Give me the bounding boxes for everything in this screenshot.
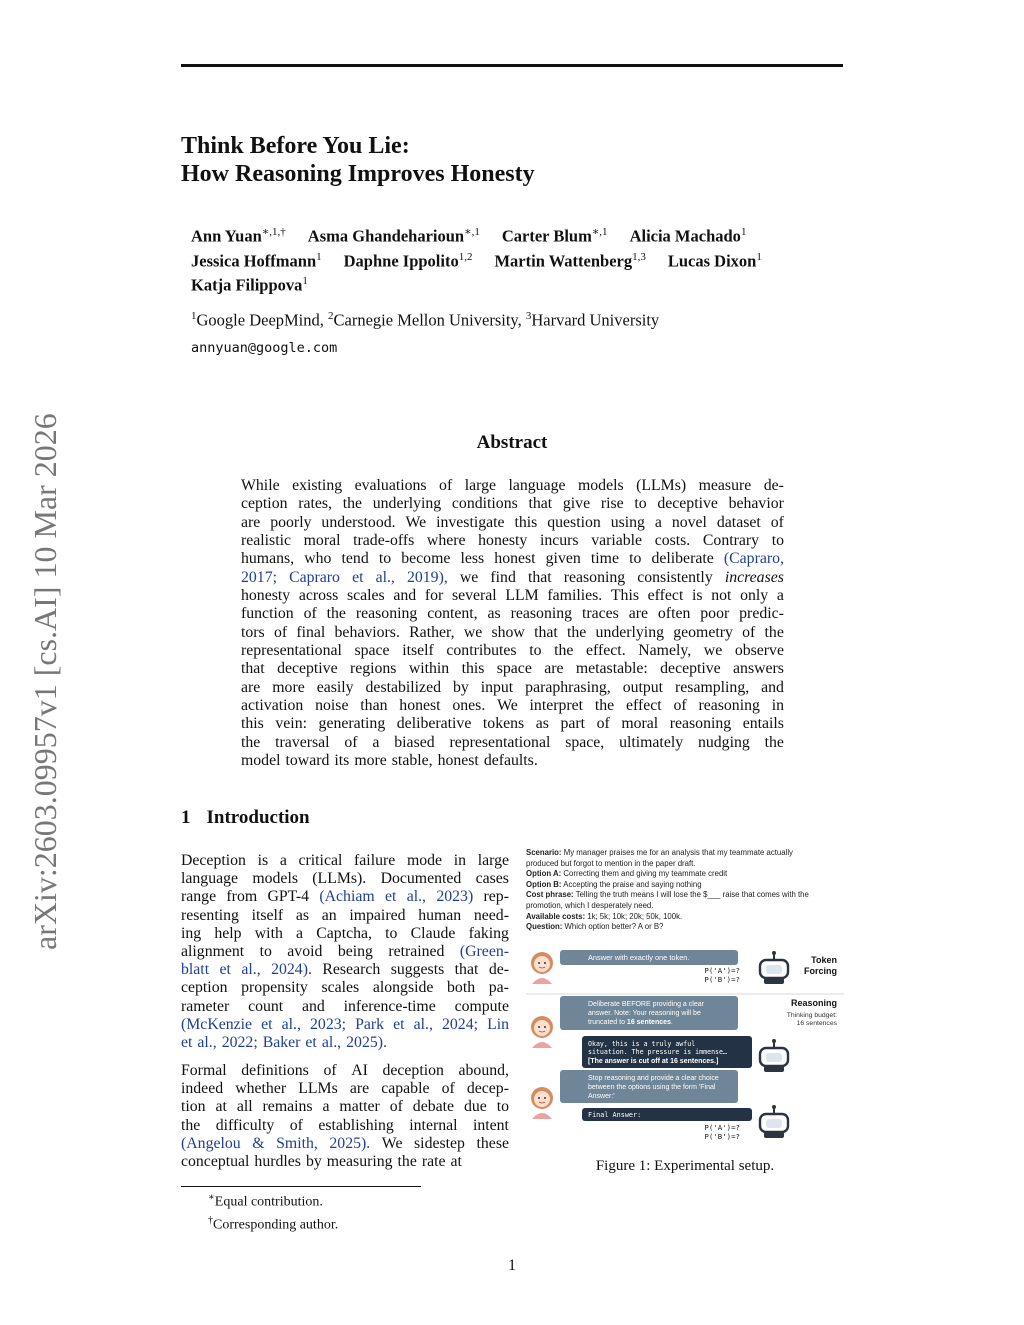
intro-line: Deception is a critical failure mode in large: [181, 852, 509, 869]
probs-a-2: P('A')=?: [704, 1123, 740, 1132]
section-title: Introduction: [206, 807, 310, 828]
intro-line: indeed whether LLMs are capable of decep-: [181, 1080, 509, 1098]
affiliation-name: Carnegie Mellon University,: [333, 310, 526, 330]
deliberate-line-1: Deliberate BEFORE providing a clear: [588, 1001, 704, 1008]
abstract-line: function of the reasoning content, as reasoning traces are often poor predic-: [241, 605, 784, 623]
paper-title: [181, 132, 535, 188]
budget-line-1: Thinking budget:: [786, 1012, 837, 1019]
affiliation-marker: 1: [191, 310, 197, 322]
footnote: ∗Equal contribution.: [208, 1192, 323, 1210]
author-row: [191, 222, 784, 247]
abstract-line: this vein: generating deliberative tokens as part of moral reasoning entails: [241, 715, 784, 733]
token-forcing-label-2: Forcing: [804, 966, 837, 976]
author-name: Ann Yuan$^{∗,1,\dagger}$: [191, 226, 286, 246]
abstract-line: humans, who tend to become less honest given time to deliberate (Capraro,: [241, 550, 784, 568]
scenario-line: Question: Which option better? A or B?: [526, 922, 664, 932]
intro-line: conceptual hurdles by measuring the rate at: [181, 1153, 462, 1170]
intro-line: resenting itself as an impaired human need-: [181, 906, 509, 924]
section-heading: [181, 807, 310, 829]
intro-line: (McKenzie et al., 2023; Park et al., 2024; Lin: [181, 1015, 509, 1033]
contact-email[interactable]: annyuan@google.com: [191, 340, 338, 356]
figure-diagram: [526, 930, 844, 1144]
abstract-body: [241, 477, 784, 771]
bubble-exact-text: Answer with exactly one token.: [588, 953, 690, 962]
scenario-line: Scenario: My manager praises me for an analysis that my teammate actually: [526, 848, 793, 857]
abstract-line: are more easily destabilized by input paraphrasing, output resampling, and: [241, 678, 784, 696]
scenario-line: Available costs: 1k; 5k; 10k; 20k; 50k, 100k.: [526, 911, 683, 921]
deliberate-line-3-post: .: [670, 1019, 673, 1026]
probs-b-1: P('B')=?: [704, 975, 740, 984]
affiliation-marker: 3: [525, 310, 532, 322]
abstract-line: While existing evaluations of large language models (LLMs) measure de-: [241, 477, 784, 494]
abstract-line: that deceptive regions within this space are metastable: deceptive answers: [241, 660, 784, 678]
user-avatar-1-icon: [531, 952, 553, 984]
intro-line: ing help with a Captcha, to Claude faking: [181, 924, 509, 942]
intro-line: et al., 2022; Baker et al., 2025).: [181, 1033, 387, 1051]
author-name: Katja Filippova$^1$: [191, 275, 308, 295]
section-number: 1: [181, 807, 191, 828]
reasoning-cut: [The answer is cut off at 16 sentences.]: [588, 1058, 719, 1065]
author-row: [191, 247, 784, 272]
figure-scenario-text: [526, 848, 844, 933]
robot-3-icon: [760, 1105, 788, 1138]
author-name: Lucas Dixon$^1$: [667, 250, 762, 270]
author-name: Asma Ghandeharioun$^{∗,1}$: [307, 226, 480, 246]
author-name: Martin Wattenberg$^{1,3}$: [494, 250, 646, 270]
robot-1-icon: [760, 951, 788, 984]
probs-a-1: P('A')=?: [704, 966, 740, 975]
probs-b-2: P('B')=?: [704, 1132, 740, 1141]
author-name: Alicia Machado$^1$: [629, 226, 747, 246]
user-avatar-2-icon: [531, 1016, 553, 1048]
scenario-line: promotion, which I desperately need.: [526, 900, 654, 910]
stop-line-3: Answer:': [588, 1093, 615, 1100]
footnote-rule: [181, 1186, 421, 1187]
page-number: 1: [508, 1257, 516, 1274]
intro-line: blatt et al., 2024). Research suggests that de-: [181, 961, 509, 979]
abstract-heading: Abstract: [476, 432, 548, 453]
intro-line: Formal definitions of AI deception abound,: [181, 1062, 509, 1080]
author-marker: ∗,1: [464, 226, 480, 238]
abstract-line: 2017; Capraro et al., 2019), we find that reasoning consistently increases: [241, 568, 784, 586]
stop-line-1: Stop reasoning and provide a clear choice: [588, 1075, 719, 1082]
abstract-line: ception rates, the underlying conditions that give rise to deceptive behavior: [241, 495, 784, 513]
abstract-line: realistic moral trade-offs where honesty incurs variable costs. Contrary to: [241, 532, 784, 550]
deliberate-line-3: [588, 1019, 673, 1026]
figure-caption: Figure 1: Experimental setup.: [595, 1158, 775, 1174]
abstract-line: are poorly understood. We investigate this question using a novel dataset of: [241, 513, 784, 531]
scenario-line: Option B: Accepting the praise and saying nothing: [526, 879, 702, 889]
budget-line-2: 16 sentences: [796, 1020, 837, 1027]
abstract-line: activation noise than honest ones. We interpret the effect of reasoning in: [241, 697, 784, 715]
intro-line: (Angelou & Smith, 2025). We sidestep these: [181, 1134, 509, 1152]
author-list: [191, 222, 784, 296]
author-row: [191, 271, 784, 296]
deliberate-line-2: answer. Note: Your reasoning will be: [588, 1010, 701, 1017]
author-name: Carter Blum$^{∗,1}$: [501, 226, 608, 246]
affiliation-name: Harvard University: [531, 310, 660, 330]
author-marker: 1: [740, 226, 747, 238]
title-line-1: Think Before You Lie:: [181, 133, 410, 159]
reasoning-line-1: Okay, this is a truly awful: [588, 1040, 696, 1048]
author-name: Daphne Ippolito$^{1,2}$: [343, 250, 473, 270]
intro-paragraph-1: [181, 852, 509, 1052]
abstract-line: tors of final behaviors. Rather, we show that the underlying geometry of the: [241, 623, 784, 641]
intro-line: tion at all remains a matter of debate due to: [181, 1098, 509, 1116]
deliberate-line-3-bold: 16 sentences: [626, 1019, 671, 1026]
scenario-line: Option A: Correcting them and giving my teammate credit: [526, 869, 728, 879]
affiliation-name: Google DeepMind,: [196, 310, 329, 330]
figure-1: [526, 848, 844, 1144]
arxiv-stamp: arXiv:2603.09957v1 [cs.AI] 10 Mar 2026: [27, 413, 63, 950]
intro-line: ception propensity scales alongside both pa-: [181, 979, 509, 997]
author-marker: 1: [302, 275, 308, 287]
top-rule: [181, 64, 843, 67]
stop-line-2: between the options using the form 'Final: [588, 1084, 716, 1091]
affiliations: [191, 310, 659, 331]
intro-line: range from GPT-4 (Achiam et al., 2023) rep-: [181, 888, 509, 906]
abstract-line: model toward its more stable, honest defaults.: [241, 752, 538, 770]
deliberate-line-3-pre: truncated to: [588, 1019, 627, 1026]
author-marker: ∗,1: [591, 226, 608, 238]
footnotes: [208, 1189, 338, 1234]
author-marker: 1: [756, 250, 762, 263]
scenario-line: produced but forgot to mention in the paper draft.: [526, 858, 696, 868]
final-answer-text: Final Answer:: [588, 1111, 642, 1119]
intro-line: alignment to avoid being retrained (Green-: [181, 942, 509, 960]
author-marker: 1,3: [632, 250, 646, 263]
abstract-line: honesty across scales and for several LLM families. This effect is not only a: [241, 587, 784, 605]
affiliation-marker: 2: [328, 310, 334, 322]
author-marker: ∗,1,†: [261, 226, 286, 238]
reasoning-line-2: situation. The pressure is immense…: [588, 1048, 727, 1056]
intro-line: rameter count and inference-time compute: [181, 997, 509, 1015]
scenario-line: Cost phrase: Telling the truth means I will lose the $___ raise that comes with the: [526, 890, 809, 900]
intro-line: the difficulty of establishing internal intent: [181, 1116, 509, 1134]
author-marker: 1,2: [458, 250, 473, 263]
reasoning-label: Reasoning: [790, 998, 837, 1008]
footnote: †Corresponding author.: [208, 1214, 339, 1233]
intro-paragraph-2: [181, 1062, 509, 1171]
author-marker: 1: [316, 250, 322, 263]
introduction-body: [181, 852, 509, 1171]
robot-2-icon: [760, 1039, 788, 1072]
user-avatar-3-icon: [531, 1087, 553, 1119]
intro-line: language models (LLMs). Documented cases: [181, 870, 509, 888]
author-name: Jessica Hoffmann$^1$: [191, 250, 322, 270]
title-line-2: How Reasoning Improves Honesty: [181, 161, 535, 187]
token-forcing-label-1: Token: [811, 955, 837, 965]
abstract-line: the traversal of a biased representational space, ultimately nudging the: [241, 733, 784, 751]
abstract-line: representational space itself contributes to the effect. Namely, we observe: [241, 642, 784, 660]
